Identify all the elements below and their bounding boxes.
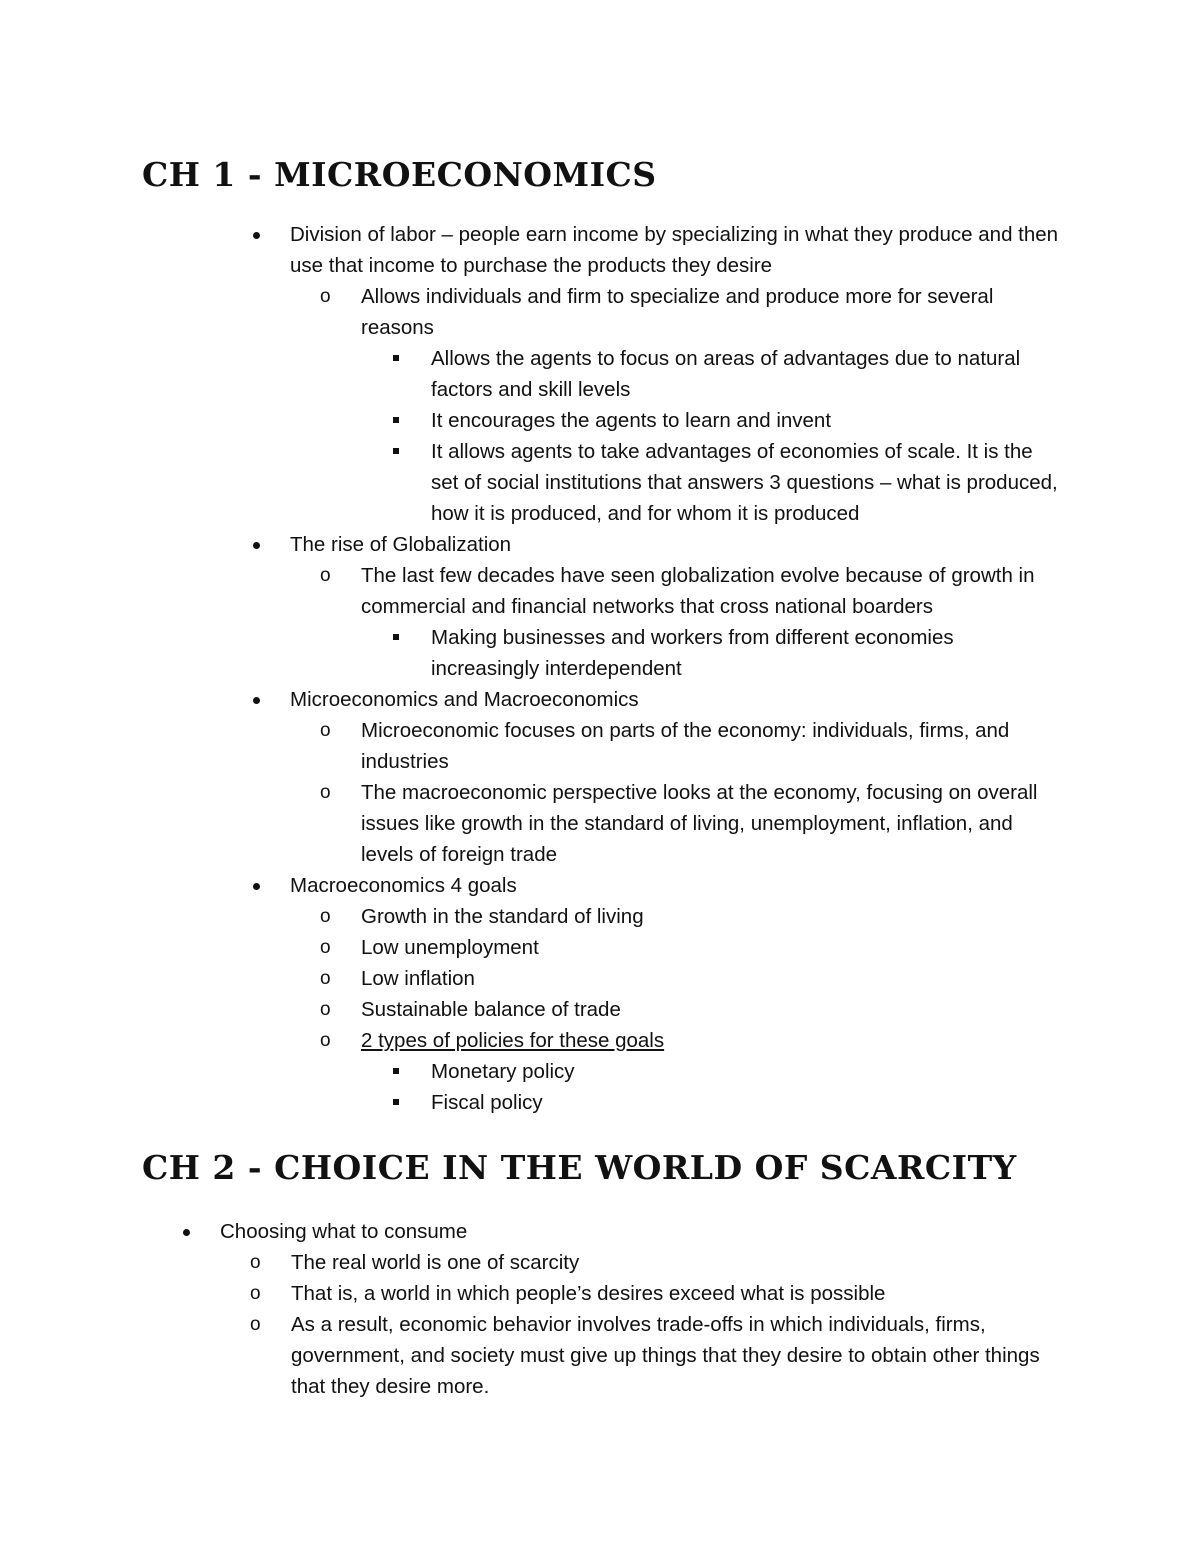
bullet-dot-icon [253, 697, 260, 704]
list-item [0, 715, 1200, 777]
bullet-circle-icon: o [320, 565, 331, 586]
bullet-square-icon [393, 1099, 399, 1105]
bullet-circle-icon: o [250, 1252, 261, 1273]
list-item-text: Division of labor – people earn income by specializing in what they produce and then use that income to purchase the products they desire [290, 223, 1059, 277]
list-item-text: Low unemployment [361, 936, 539, 959]
chapter-1-heading: CH 1 - MICROECONOMICS [142, 155, 657, 194]
chapter-1-list [0, 219, 1200, 1118]
list-item-text: The real world is one of scarcity [291, 1251, 580, 1274]
bullet-circle-icon: o [320, 1030, 331, 1051]
bullet-square-icon [393, 634, 399, 640]
list-item-text: The macroeconomic perspective looks at the economy, focusing on overall issues like growth in the standard of living, unemployment, inflation, and levels of foreign trade [361, 781, 1038, 866]
list-item [0, 436, 1200, 529]
list-item-text: Microeconomics and Macroeconomics [290, 688, 639, 711]
list-item [0, 560, 1200, 622]
bullet-dot-icon [253, 542, 260, 549]
list-item [0, 994, 1200, 1025]
list-item [0, 281, 1200, 343]
list-item [0, 684, 1200, 715]
bullet-square-icon [393, 1068, 399, 1074]
list-item-text: The rise of Globalization [290, 533, 512, 556]
chapter-2-heading: CH 2 - CHOICE IN THE WORLD OF SCARCITY [142, 1148, 1017, 1187]
list-item-text: Macroeconomics 4 goals [290, 874, 517, 897]
list-item [0, 343, 1200, 405]
list-item [0, 777, 1200, 870]
list-item-text: It encourages the agents to learn and invent [431, 409, 832, 432]
list-item [0, 1087, 1200, 1118]
list-item-text: Growth in the standard of living [361, 905, 644, 928]
list-item [0, 622, 1200, 684]
list-item [0, 219, 1200, 281]
bullet-circle-icon: o [320, 286, 331, 307]
list-item-text: Making businesses and workers from different economies increasingly interdependent [431, 626, 954, 680]
bullet-circle-icon: o [250, 1314, 261, 1335]
list-item [0, 1056, 1200, 1087]
list-item-text: Sustainable balance of trade [361, 998, 621, 1021]
list-item [0, 1309, 1200, 1402]
list-item-text: Monetary policy [431, 1060, 575, 1083]
list-item [0, 963, 1200, 994]
list-item [0, 1216, 1200, 1247]
list-item-text: It allows agents to take advantages of economies of scale. It is the set of social institutions that answers 3 questions – what is produced, how it is produced, and for whom it is produced [431, 440, 1058, 525]
bullet-dot-icon [253, 883, 260, 890]
list-item [0, 1278, 1200, 1309]
list-item-text: As a result, economic behavior involves trade-offs in which individuals, firms, government, and society must give up things that they desire to obtain other things that they desire more. [291, 1313, 1040, 1398]
list-item-text: Low inflation [361, 967, 475, 990]
bullet-circle-icon: o [320, 968, 331, 989]
list-item-text: The last few decades have seen globalization evolve because of growth in commercial and financial networks that cross national boarders [361, 564, 1035, 618]
list-item-text: Allows individuals and firm to specialize and produce more for several reasons [361, 285, 994, 339]
bullet-circle-icon: o [320, 782, 331, 803]
bullet-circle-icon: o [250, 1283, 261, 1304]
bullet-circle-icon: o [320, 720, 331, 741]
list-item-text: Fiscal policy [431, 1091, 543, 1114]
list-item-text: Allows the agents to focus on areas of advantages due to natural factors and skill levels [431, 347, 1021, 401]
list-item-text: That is, a world in which people’s desires exceed what is possible [291, 1282, 886, 1305]
bullet-square-icon [393, 355, 399, 361]
list-item-text: 2 types of policies for these goals [361, 1029, 665, 1052]
bullet-dot-icon [183, 1229, 190, 1236]
list-item [0, 529, 1200, 560]
list-item-text: Microeconomic focuses on parts of the economy: individuals, firms, and industries [361, 719, 1010, 773]
list-item [0, 901, 1200, 932]
chapter-2-list [0, 1216, 1200, 1402]
bullet-circle-icon: o [320, 937, 331, 958]
list-item [0, 1025, 1200, 1056]
bullet-square-icon [393, 448, 399, 454]
bullet-square-icon [393, 417, 399, 423]
list-item [0, 1247, 1200, 1278]
list-item [0, 932, 1200, 963]
bullet-circle-icon: o [320, 906, 331, 927]
bullet-dot-icon [253, 232, 260, 239]
list-item [0, 405, 1200, 436]
list-item-text: Choosing what to consume [220, 1220, 468, 1243]
list-item [0, 870, 1200, 901]
bullet-circle-icon: o [320, 999, 331, 1020]
